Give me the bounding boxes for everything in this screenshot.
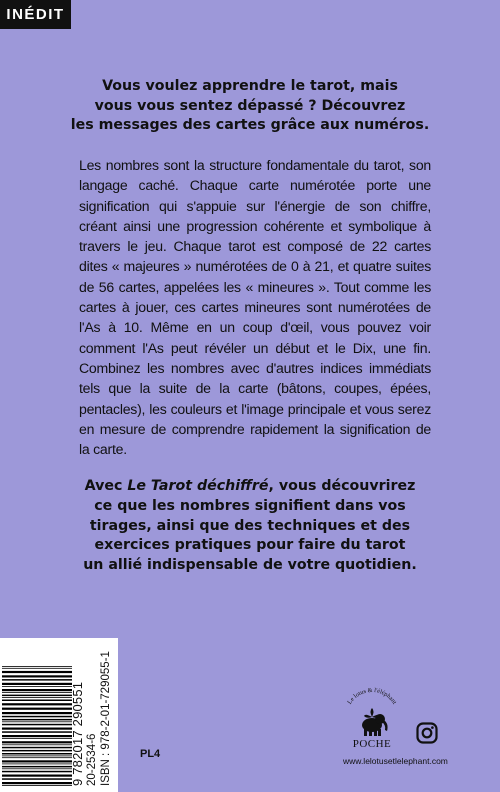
closing-line: exercices pratiques pour faire du tarot: [94, 537, 406, 554]
pl-code: PL4: [140, 748, 161, 760]
intro-line: les messages des cartes grâce aux numéros.: [70, 117, 430, 133]
new-badge: INÉDIT: [0, 0, 71, 29]
ean-number: 9 782017 290551: [70, 681, 85, 786]
product-code: 20-2534-6: [86, 733, 98, 786]
website-link[interactable]: www.lelotusetlelephant.com: [343, 756, 448, 766]
closing-text: Avec: [84, 478, 128, 494]
closing-text: , vous découvrirez: [268, 478, 416, 494]
isbn-number: ISBN : 978-2-01-729055-1: [100, 651, 112, 786]
svg-text:Le lotus & l'éléphant: [346, 687, 398, 706]
barcode-panel: [0, 638, 118, 792]
instagram-icon[interactable]: [416, 722, 438, 744]
poche-label: POCHE: [352, 738, 392, 750]
intro-line: vous vous sentez dépassé ? Découvrez: [94, 97, 406, 114]
description-paragraph: Les nombres sont la structure fondamentale du tarot, son langage caché. Chaque carte numérotée porte une signification qui s'appuie sur l'énergie de son chiffre, créant ainsi une progression cohérente et symbolique à travers le jeu. Chaque tarot est composé de 22 cartes dites « majeures » numérotées de 0 à 21, et quatre suites de 56 cartes, appelées les « mineures ». Tout comme les cartes à jouer, ces cartes mineures sont numérotées de l'As à 10. Même en un coup d'œil, vous pouvez voir comment l'As peut révéler un début et le Dix, une fin. Combinez les nombres avec d'autres indices immédiats tels que la suite de la carte (bâtons, coupes, épées, pentacles), les couleurs et l'image principale et vous serez en mesure de comprendre rapidement la signification de la carte.: [79, 157, 431, 458]
intro-tagline: [60, 77, 440, 136]
closing-line: [70, 477, 430, 497]
closing-line: un allié indispensable de votre quotidien.: [83, 557, 417, 574]
intro-line: Vous voulez apprendre le tarot, mais: [102, 78, 398, 94]
book-title: Le Tarot déchiffré: [127, 478, 269, 494]
closing-line: ce que les nombres signifient dans vos: [94, 497, 406, 514]
barcode-icon: [2, 642, 72, 788]
closing-line: tirages, ainsi que des techniques et des: [89, 517, 411, 534]
closing-paragraph: [70, 477, 430, 576]
logo-text: Le lotus & l'éléphant: [346, 686, 398, 706]
